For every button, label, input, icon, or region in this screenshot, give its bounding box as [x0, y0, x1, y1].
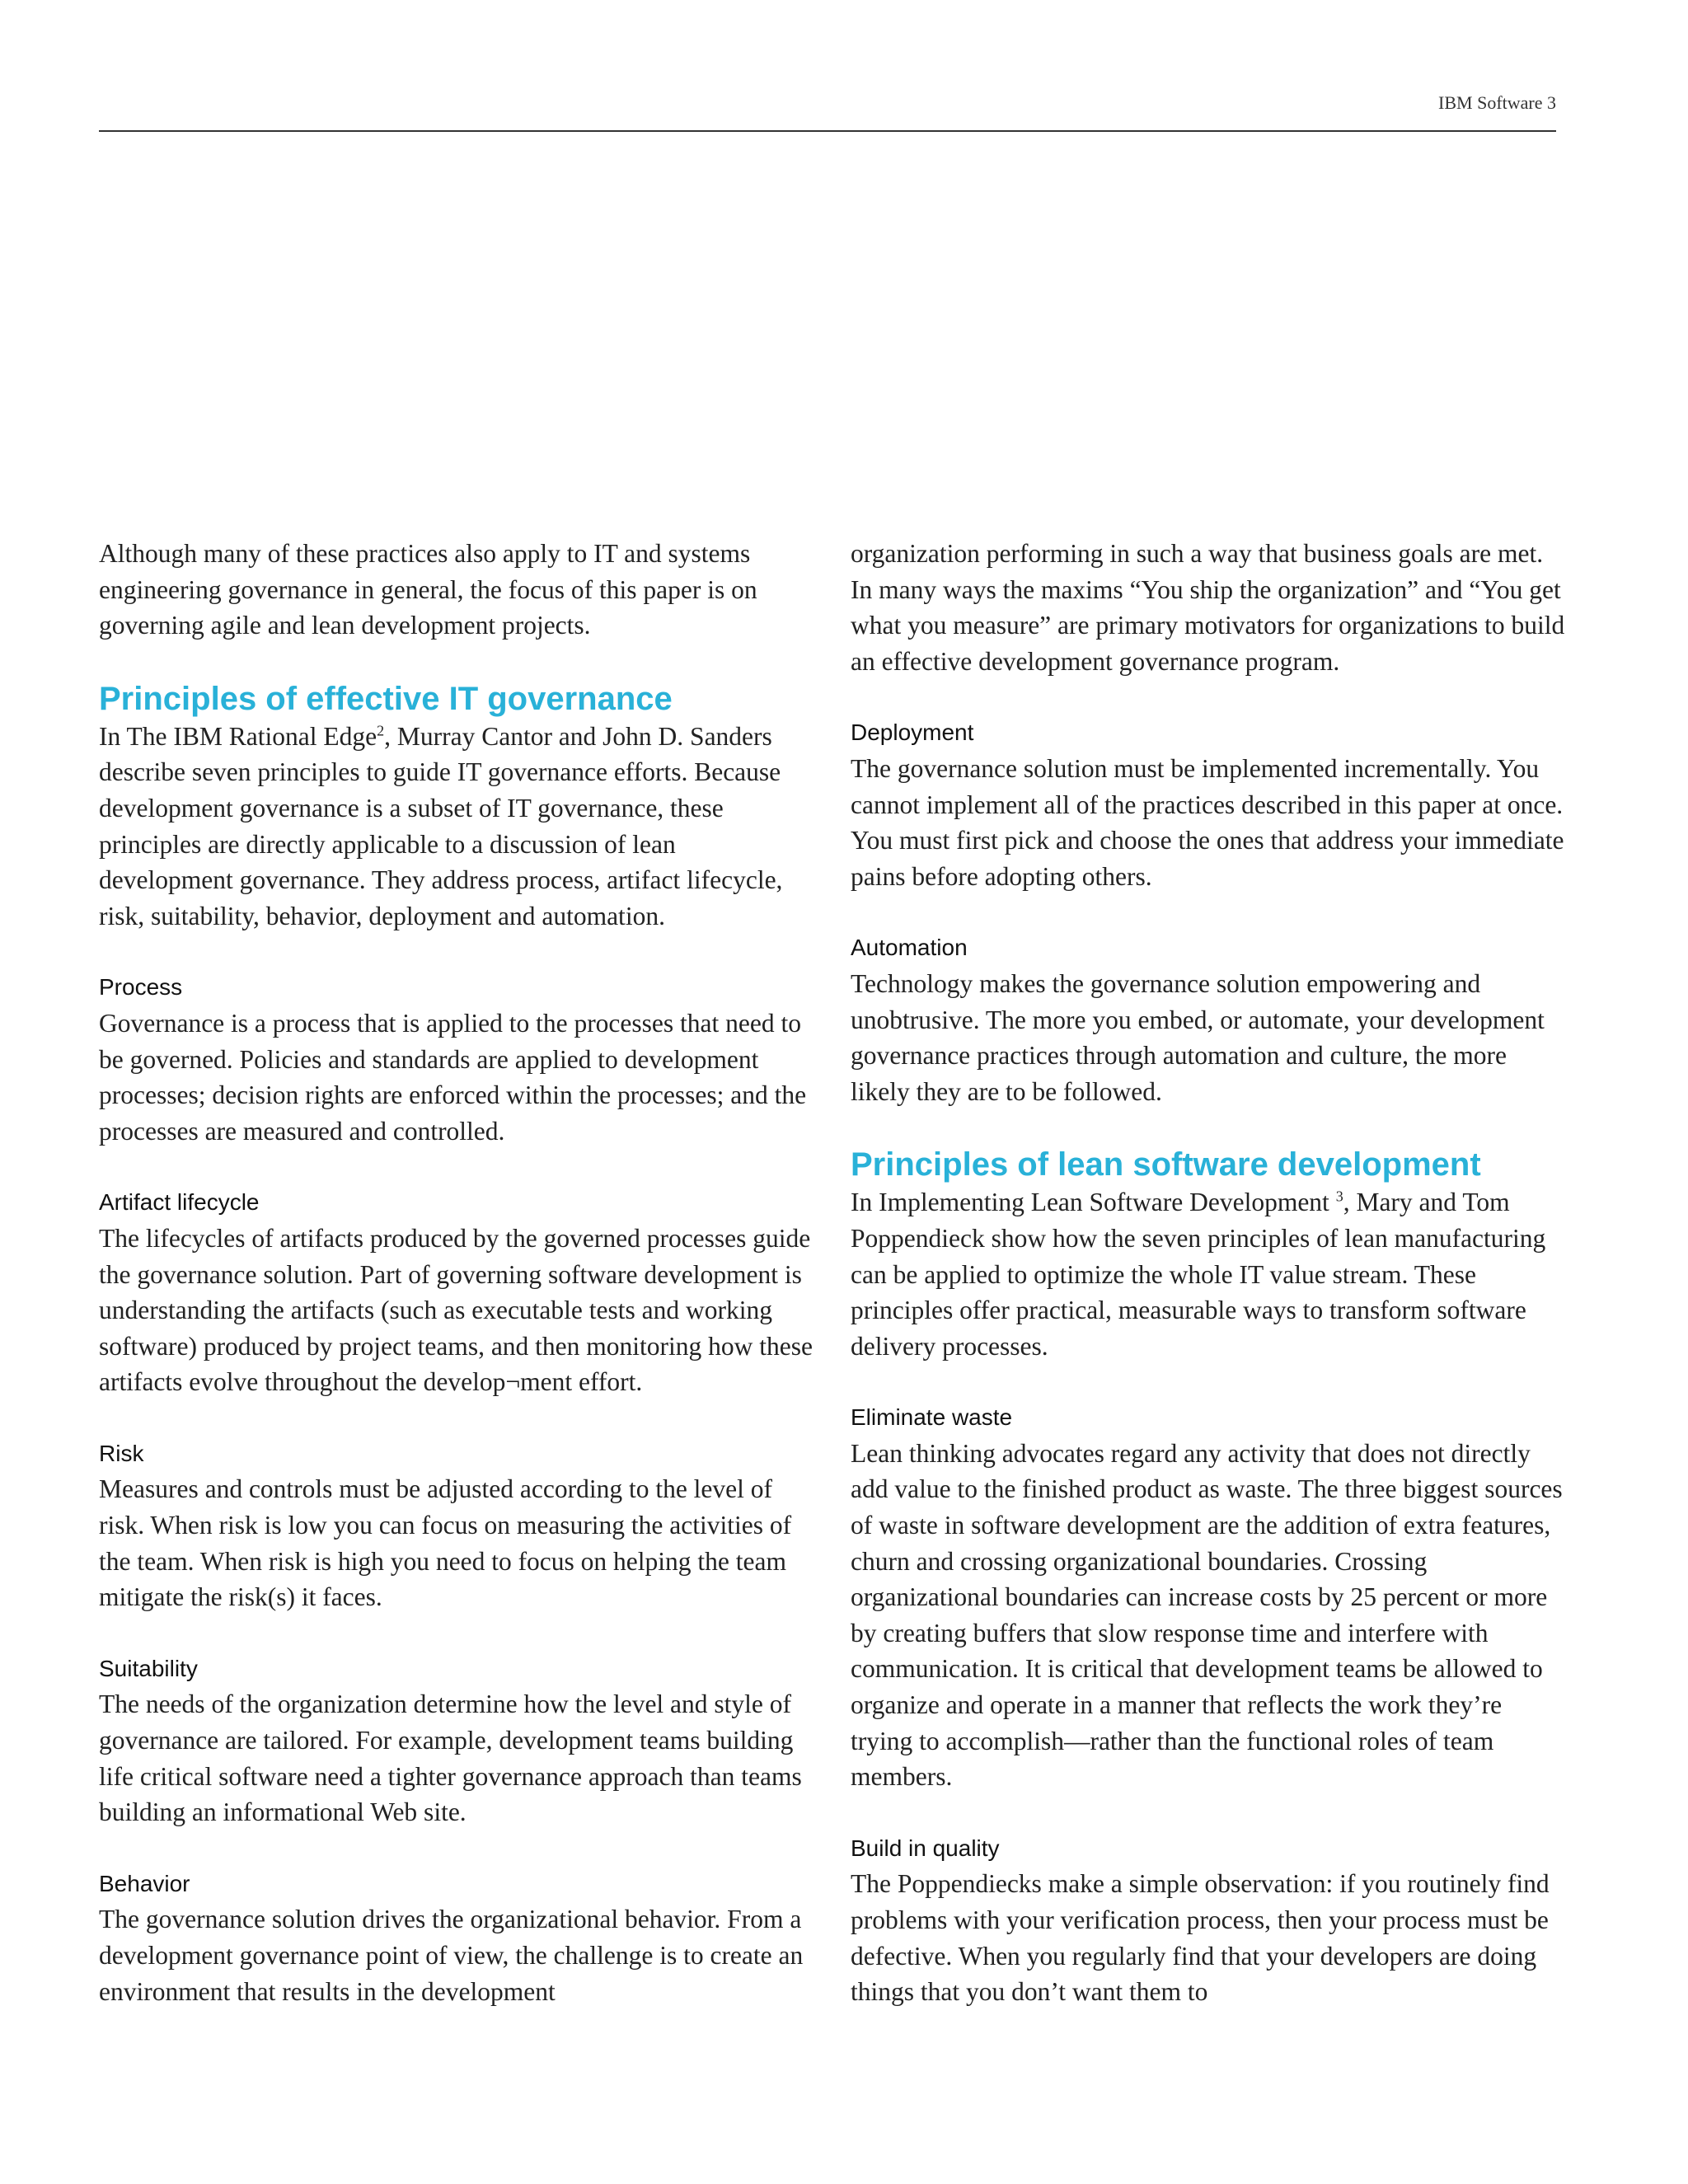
- subheading-deployment: Deployment: [851, 719, 974, 746]
- subheading-risk: Risk: [99, 1440, 144, 1466]
- header-divider: [99, 130, 1556, 132]
- lean-text-start: In Implementing Lean Software Development: [851, 1188, 1336, 1217]
- subheading-eliminate-waste: Eliminate waste: [851, 1404, 1013, 1431]
- subheading-process: Process: [99, 974, 183, 1001]
- process-paragraph: Governance is a process that is applied to the processes that need to be governed. Policies and standards are applied to development processes; decision rights are enforced within the processes; and the processes are measured and controlled.: [99, 1008, 807, 1146]
- suitability-paragraph: The needs of the organization determine how the level and style of governance are tailored. For example, development teams building life critical software need a tighter governance approach than teams building an informational Web site.: [99, 1690, 802, 1827]
- governance-text-end: , Murray Cantor and John D. Sanders describe seven principles to guide IT governance efforts. Because development governance is a subset of IT governance, these principles are directly applicable to a discussion of lean development governance. They address process, artifact lifecycle, risk, suitability, behavior, deployment and automation.: [99, 721, 783, 930]
- subheading-automation: Automation: [851, 935, 968, 961]
- intro-paragraph: Although many of these practices also apply to IT and systems engineering governance in general, the focus of this paper is on governing agile and lean development projects.: [99, 539, 757, 640]
- subheading-build-in-quality: Build in quality: [851, 1835, 1000, 1861]
- heading-lean-development: Principles of lean software development: [851, 1146, 1481, 1183]
- behavior-continued-paragraph: organization performing in such a way that business goals are met. In many ways the maxims “You ship the organization” and “You get what you measure” are primary motivators for organizations to build an effective development governance program.: [851, 539, 1565, 676]
- footnote-ref-2[interactable]: 2: [377, 722, 385, 739]
- footnote-ref-3[interactable]: 3: [1335, 1188, 1343, 1205]
- heading-it-governance: Principles of effective IT governance: [99, 680, 673, 717]
- governance-text-start: In The IBM Rational Edge: [99, 721, 377, 751]
- right-column: [851, 536, 1568, 2010]
- subheading-suitability: Suitability: [99, 1655, 198, 1681]
- subheading-behavior: Behavior: [99, 1870, 190, 1896]
- waste-paragraph: Lean thinking advocates regard any activity that does not directly add value to the finished product as waste. The three biggest sources of waste in software development are the addition of extra features, churn and crossing organizational boundaries. Crossing organizational boundaries can increase costs by 25 percent or more by creating buffers that slow response time and interfere with communication. It is critical that development teams be allowed to organize and operate in a manner that reflects the work they’re trying to accomplish—rather than the functional roles of team members.: [851, 1438, 1563, 1792]
- behavior-paragraph: The governance solution drives the organizational behavior. From a development governance point of view, the challenge is to create an environment that results in the development: [99, 1905, 804, 2006]
- risk-paragraph: Measures and controls must be adjusted according to the level of risk. When risk is low you can focus on measuring the activities of the team. When risk is high you need to focus on helping the team mitigate the risk(s) it faces.: [99, 1474, 792, 1612]
- lean-paragraph: [851, 1184, 1568, 1364]
- governance-paragraph: [99, 719, 816, 935]
- lean-text-end: , Mary and Tom Poppendieck show how the seven principles of lean manufacturing can be applied to optimize the whole IT value stream. These principles offer practical, measurable ways to transform software delivery processes.: [851, 1188, 1546, 1361]
- page-header: IBM Software 3: [1438, 92, 1556, 113]
- quality-paragraph: The Poppendiecks make a simple observation: if you routinely find problems with your verification process, then your process must be defective. When you regularly find that your developers are doing things that you don’t want them to: [851, 1869, 1550, 2007]
- automation-paragraph: Technology makes the governance solution empowering and unobtrusive. The more you embed, or automate, your development governance practices through automation and culture, the more likely they are to be followed.: [851, 968, 1545, 1106]
- deployment-paragraph: The governance solution must be implemented incrementally. You cannot implement all of the practices described in this paper at once. You must first pick and choose the ones that address your immediate pains before adopting others.: [851, 753, 1564, 891]
- subheading-artifact-lifecycle: Artifact lifecycle: [99, 1189, 260, 1216]
- left-column: [99, 536, 816, 2009]
- artifact-paragraph: The lifecycles of artifacts produced by the governed processes guide the governance solution. Part of governing software development is understanding the artifacts (such as executable tests and working software) produced by project teams, and then monitoring how these artifacts evolve throughout the develop¬ment effort.: [99, 1223, 814, 1397]
